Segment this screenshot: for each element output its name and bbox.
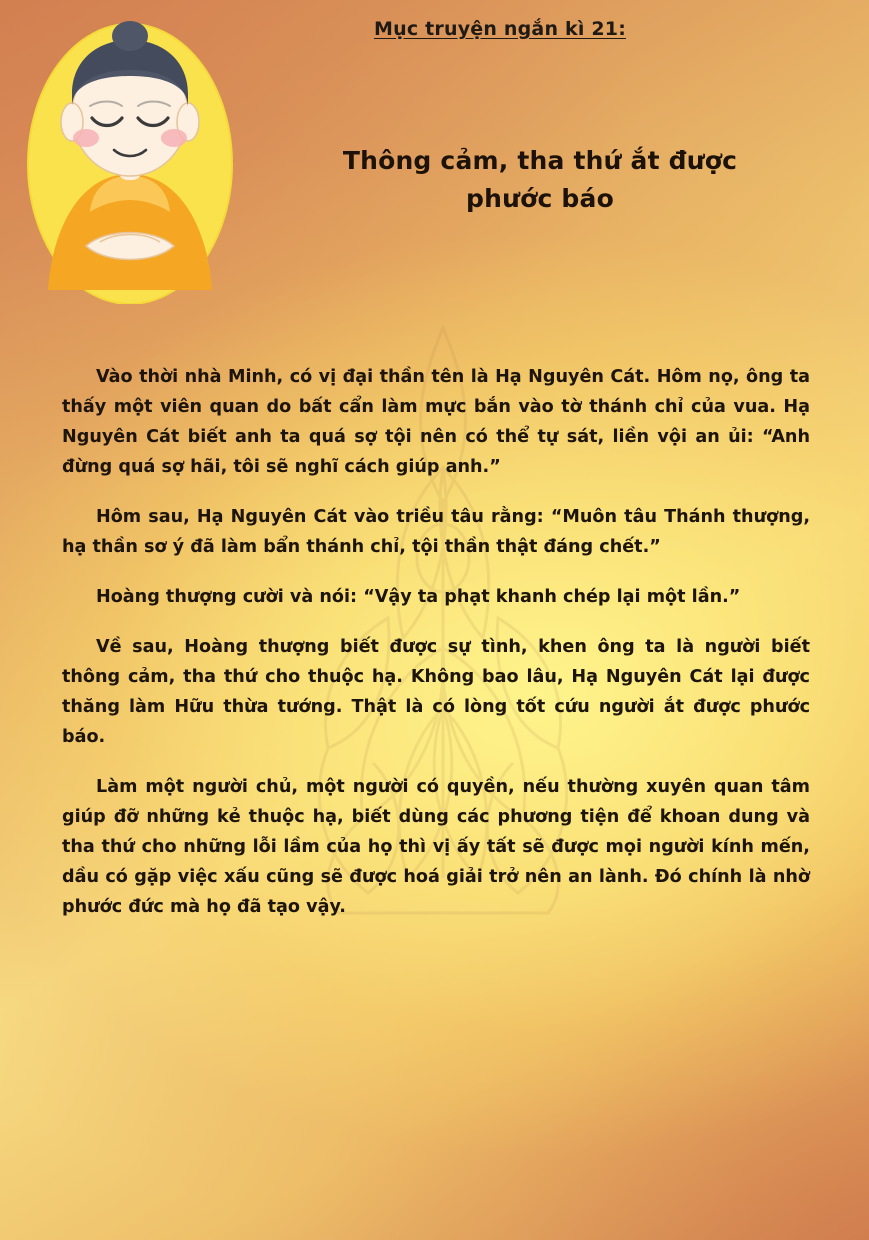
story-body — [62, 362, 810, 922]
story-paragraph: Làm một người chủ, một người có quyền, nếu thường xuyên quan tâm giúp đỡ những kẻ thuộc hạ, biết dùng các phương tiện để khoan dung và tha thứ cho những lỗi lầm của họ thì vị ấy tất sẽ được mọi người kính mến, dầu có gặp việc xấu cũng sẽ được hoá giải trở nên an lành. Đó chính là nhờ phước đức mà họ đã tạo vậy. — [62, 777, 810, 917]
story-paragraph: Về sau, Hoàng thượng biết được sự tình, khen ông ta là người biết thông cảm, tha thứ cho thuộc hạ. Không bao lâu, Hạ Nguyên Cát lại được thăng làm Hữu thừa tướng. Thật là có lòng tốt cứu người ắt được phước báo. — [62, 637, 810, 747]
meditating-monk-illustration — [14, 14, 246, 304]
story-paragraph: Vào thời nhà Minh, có vị đại thần tên là Hạ Nguyên Cát. Hôm nọ, ông ta thấy một viên quan do bất cẩn làm mực bắn vào tờ thánh chỉ của vua. Hạ Nguyên Cát biết anh ta quá sợ tội nên có thể tự sát, liền vội an ủi: “Anh đừng quá sợ hãi, tôi sẽ nghĩ cách giúp anh.” — [62, 367, 810, 477]
page-title: Thông cảm, tha thứ ắt được phước báo — [342, 146, 738, 213]
story-paragraph: Hôm sau, Hạ Nguyên Cát vào triều tâu rằng: “Muôn tâu Thánh thượng, hạ thần sơ ý đã làm bẩn thánh chỉ, tội thần thật đáng chết.” — [62, 507, 810, 557]
story-paragraph: Hoàng thượng cười và nói: “Vậy ta phạt khanh chép lại một lần.” — [96, 587, 741, 607]
page-kicker: Mục truyện ngắn kì 21: — [374, 18, 626, 40]
